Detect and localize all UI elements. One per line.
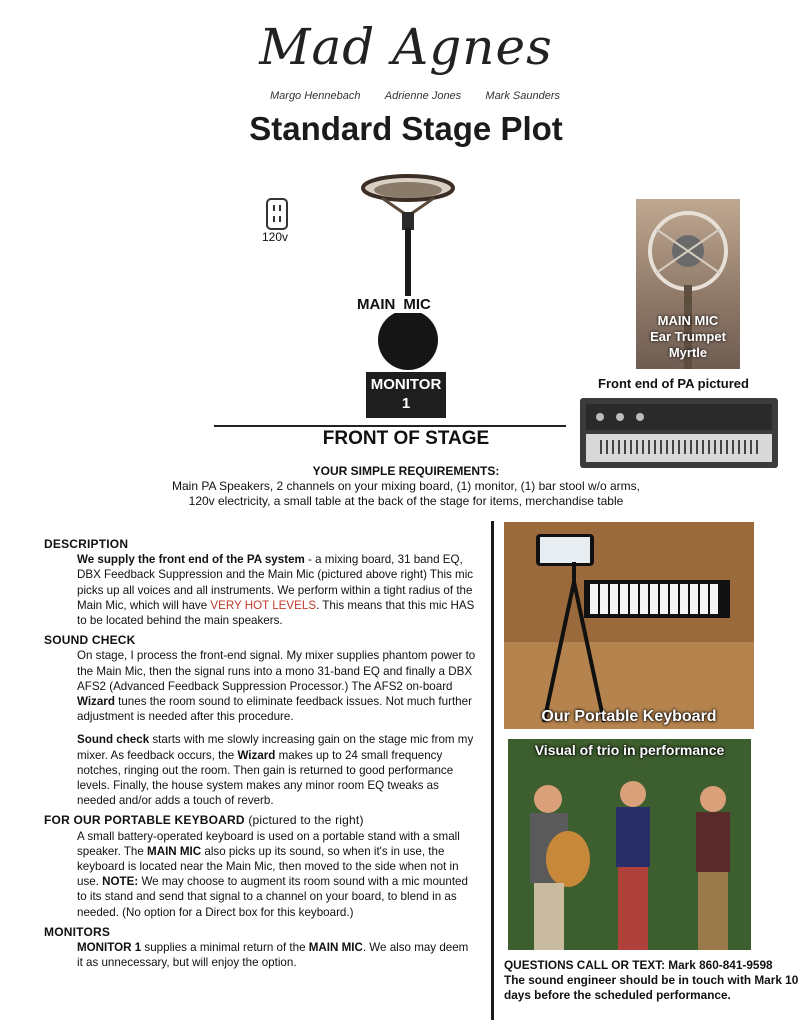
outlet-voltage-label: 120v xyxy=(262,230,289,244)
requirements-line: Main PA Speakers, 2 channels on your mixing board, (1) monitor, (1) bar stool w/o arms, xyxy=(172,479,640,493)
heading-suffix: (pictured to the right) xyxy=(244,813,364,828)
info-column xyxy=(44,537,476,975)
text-span: supplies a minimal return of the xyxy=(141,941,309,955)
section-heading: MONITORS xyxy=(44,924,111,939)
bold-text: MAIN MIC xyxy=(308,941,363,955)
keyboard-photo-caption: Our Portable Keyboard xyxy=(541,708,717,725)
heading-text: FOR OUR PORTABLE KEYBOARD xyxy=(44,813,245,828)
main-mic-label xyxy=(355,296,433,313)
text-span: also picks up its sound, so when it's in use, the keyboard is located near the Main Mic, then moved to the side when not in use. xyxy=(77,844,459,889)
contact-note: The sound engineer should be in touch with Mark 10 days before the scheduled performance. xyxy=(504,973,799,1002)
page-title: Standard Stage Plot xyxy=(249,110,563,147)
caption-line: Myrtle xyxy=(668,345,708,360)
section-heading xyxy=(44,813,476,828)
text-span: . This means that this mic HAS to be located behind the main speakers. xyxy=(77,598,475,628)
trio-photo-caption: Visual of trio in performance xyxy=(534,742,725,758)
ear-trumpet-caption xyxy=(636,313,740,361)
member-name: Margo Hennebach xyxy=(270,90,361,102)
bold-text: MONITOR 1 xyxy=(77,941,142,955)
text-span: On stage, I process the front-end signal. My mixer supplies phantom power to the Main Mic, then the signal runs into a mono 31-band EQ and finally a DBX AFS2 (Advanced Feedback Suppression Processor.) The AFS2 on-board xyxy=(77,649,476,693)
text-span: tunes the room sound to eliminate feedback issues. Not much further adjustment is needed after this procedure. xyxy=(77,695,472,724)
member-name: Adrienne Jones xyxy=(384,90,462,102)
text-span: We may choose to augment its room sound with a mic mounted to its stand and send that signal to a channel on your board, to blend in as needed. (No option for a Direct box for this keyboard.) xyxy=(77,875,468,919)
bold-text: NOTE: xyxy=(102,875,139,889)
bold-text: Sound check xyxy=(77,733,150,747)
trio-performance-photo xyxy=(508,739,751,950)
text-span: . We also may deem it as unnecessary, but will enjoy the option. xyxy=(77,941,469,970)
requirements-line: 120v electricity, a small table at the back of the stage for items, merchandise table xyxy=(188,494,624,508)
text-span: A small battery-operated keyboard is used on a portable stand with a small speaker. The xyxy=(77,829,460,858)
bold-lead: We supply the front end of the PA system xyxy=(77,553,305,567)
sound-check-paragraph xyxy=(77,732,476,808)
member-names xyxy=(270,90,560,102)
stage-edge-line xyxy=(214,425,566,427)
contact-info xyxy=(504,958,804,1003)
section-heading: SOUND CHECK xyxy=(44,633,136,648)
power-outlet-icon xyxy=(266,198,288,230)
text-span: starts with me slowly increasing gain on the stage mic from my mixer. As feedback occurs, the xyxy=(77,733,474,762)
red-warning-text: VERY HOT LEVELS xyxy=(210,598,317,612)
requirements-body xyxy=(150,479,662,509)
bold-text: Wizard xyxy=(77,695,115,709)
monitors-section xyxy=(44,925,476,971)
column-divider xyxy=(491,521,494,1020)
monitor-1-box xyxy=(366,372,446,418)
sound-check-paragraph xyxy=(77,648,476,724)
sound-check-section xyxy=(44,633,476,808)
text-span: - a mixing board, 31 band EQ, DBX Feedback Suppression and the Main Mic (pictured above right) This mic picks up all voices and all instruments. We perform within a tight radius of the Main Mic, which will have xyxy=(77,553,474,612)
description-section xyxy=(44,537,476,628)
monitors-text xyxy=(77,940,476,970)
band-logo: Mad Agnes xyxy=(259,18,553,76)
section-heading: DESCRIPTION xyxy=(44,537,129,551)
keyboard-photo xyxy=(504,522,754,729)
pa-caption: Front end of PA pictured xyxy=(598,376,749,391)
requirements-title: YOUR SIMPLE REQUIREMENTS: xyxy=(312,464,500,478)
keyboard-text xyxy=(77,829,476,920)
main-mic-label-right: MIC xyxy=(403,296,431,313)
caption-line: Ear Trumpet xyxy=(650,329,726,344)
member-name: Mark Saunders xyxy=(485,90,560,102)
description-text xyxy=(77,552,476,628)
bold-text: Wizard xyxy=(237,748,276,762)
text-span: makes up to 24 small frequency notches, ringing out the room. Then gain is returned to good performance levels. Finally, the house system makes any minor room EQ tweaks as needed and/or adds a touch of reverb. xyxy=(77,748,454,808)
bold-text: MAIN MIC xyxy=(147,844,202,858)
front-of-stage-label: FRONT OF STAGE xyxy=(322,428,490,449)
main-mic-label-left: MAIN xyxy=(357,296,396,313)
caption-line: MAIN MIC xyxy=(657,313,719,328)
monitor-label: MONITOR xyxy=(370,376,442,393)
contact-phone-line: QUESTIONS CALL OR TEXT: Mark 860-841-9598 xyxy=(504,958,773,972)
keyboard-section xyxy=(44,813,476,919)
monitor-number: 1 xyxy=(401,395,411,412)
main-mic-photo xyxy=(352,172,464,372)
